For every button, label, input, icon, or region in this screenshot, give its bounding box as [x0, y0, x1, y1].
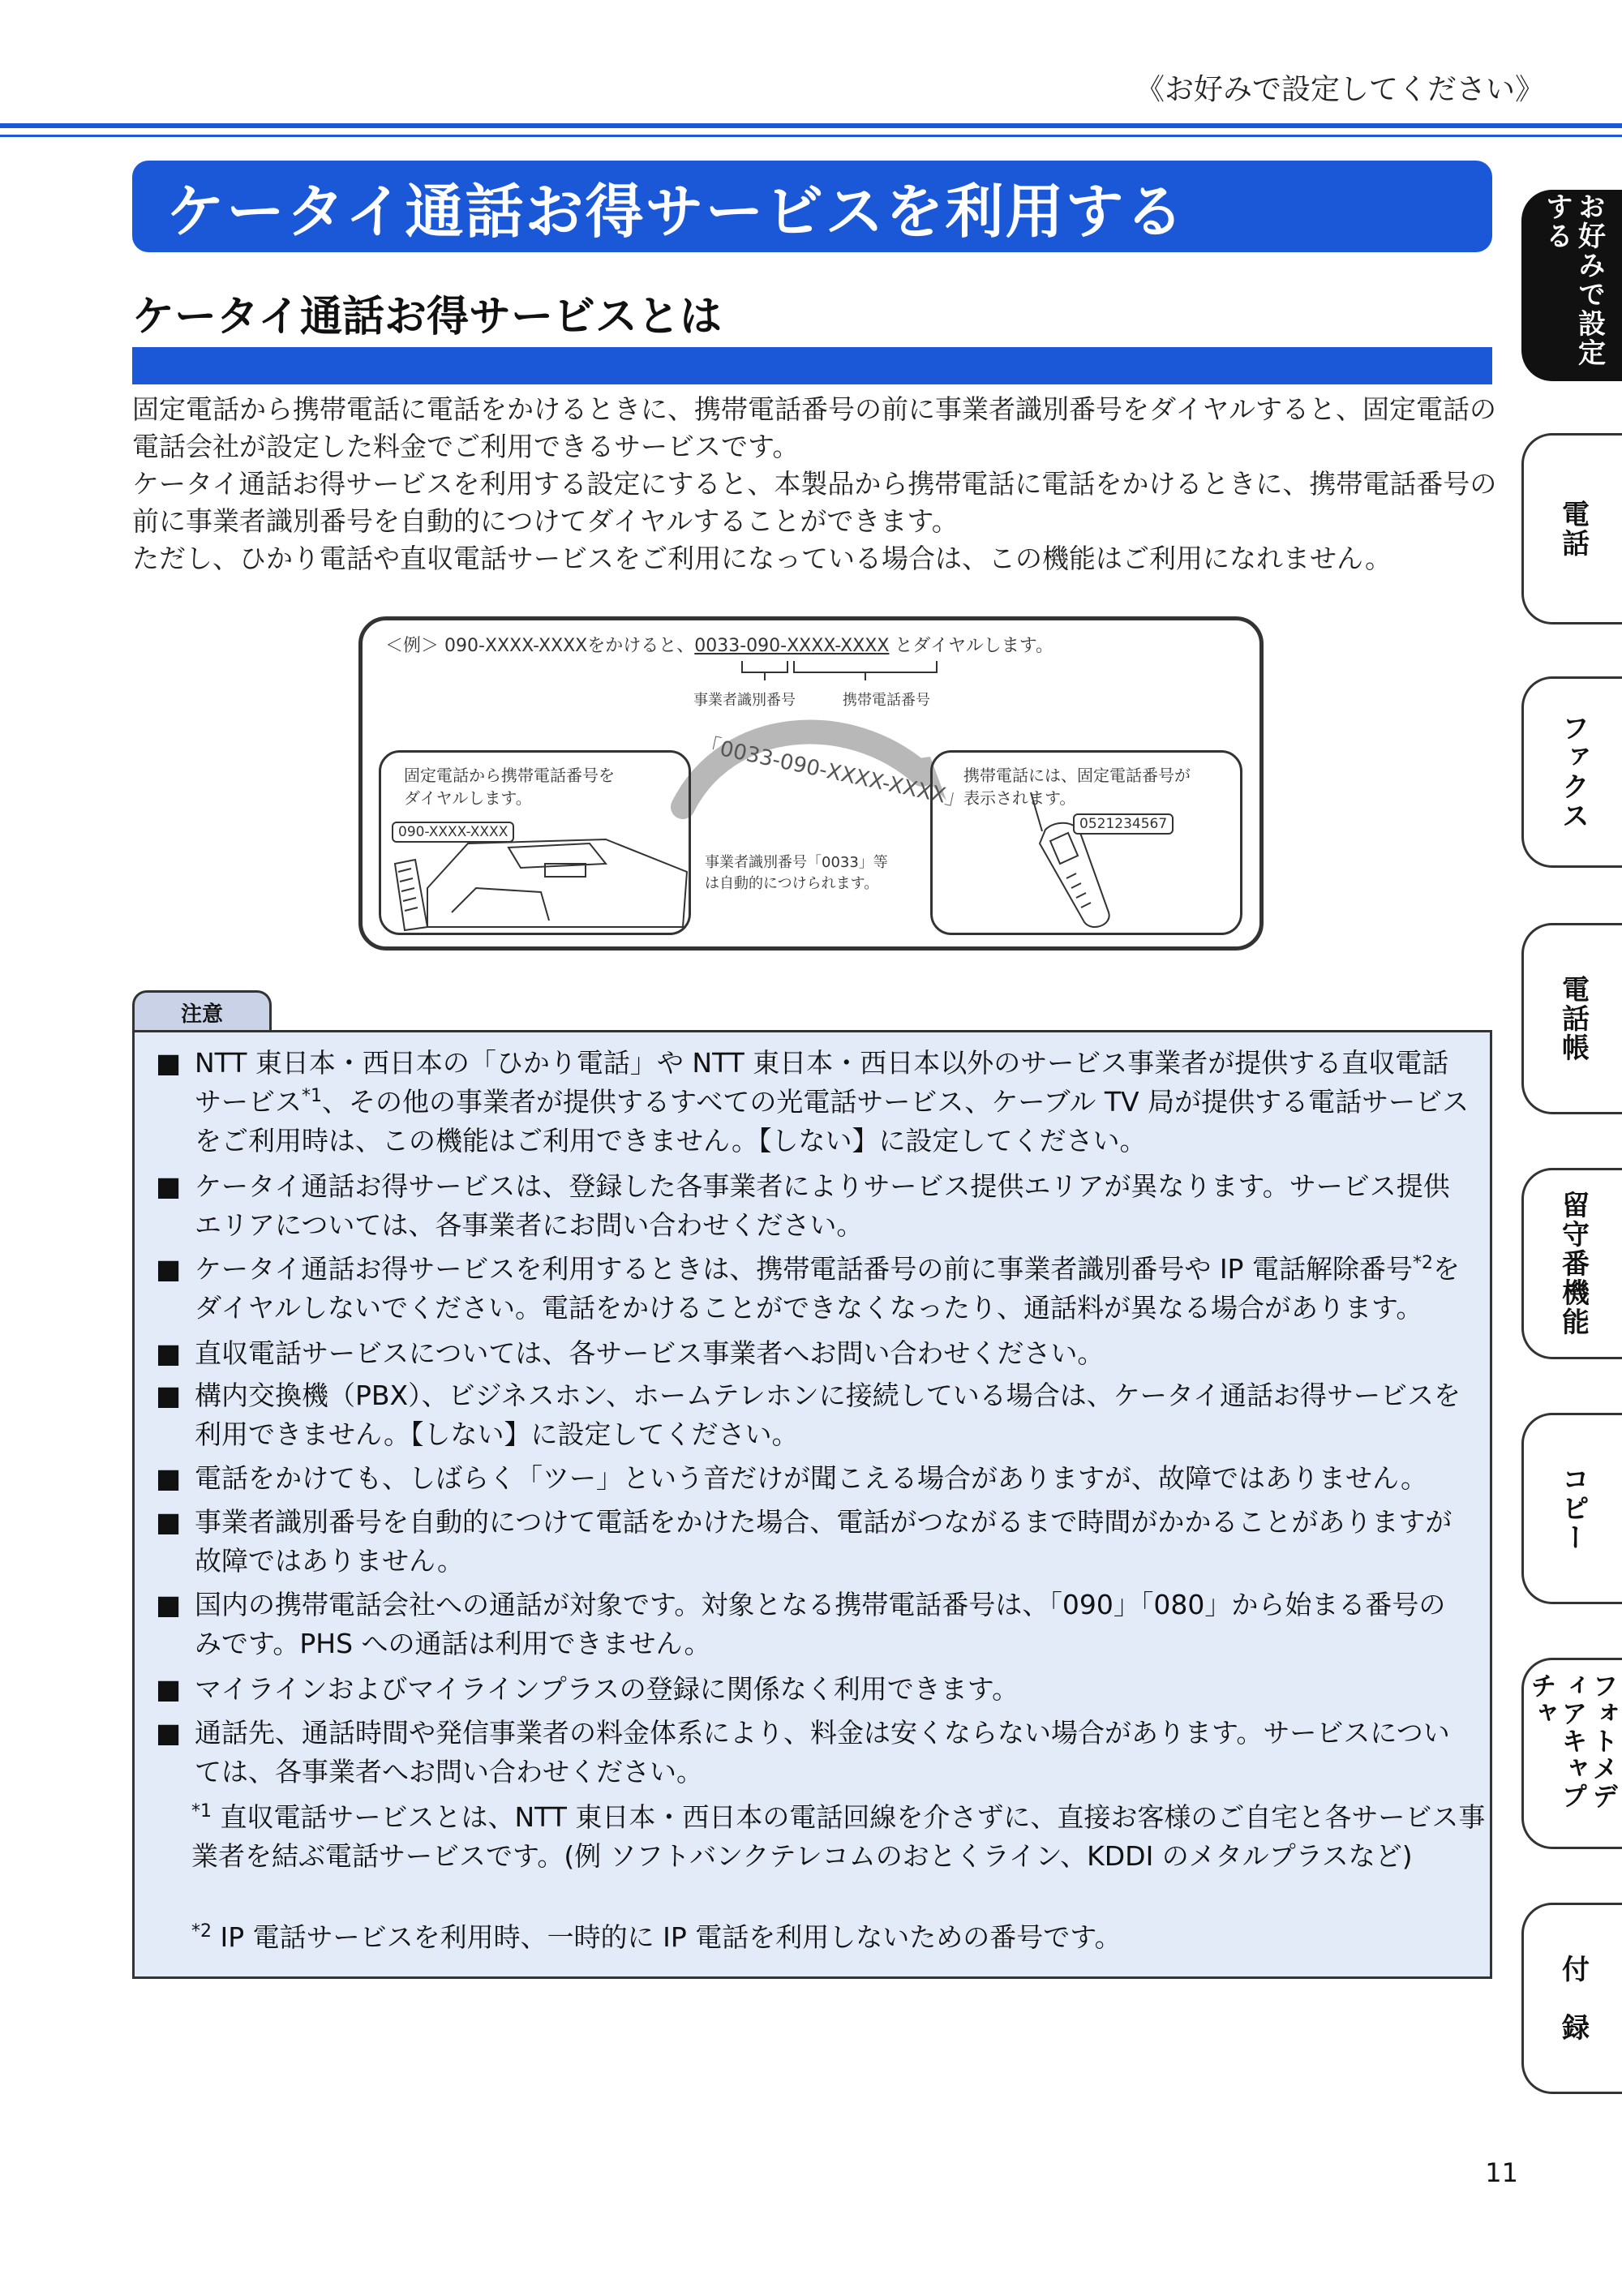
mobile-phone-caption: 携帯電話には、固定電話番号が 表示されます。: [963, 766, 1191, 808]
footnote-ref: *1: [302, 1086, 322, 1106]
bullet-icon: ■: [156, 1047, 182, 1079]
caution-item: [156, 1334, 1470, 1373]
page-title-bar: [132, 161, 1492, 252]
footnote-text: 直収電話サービスとは、NTT 東日本・西日本の電話回線を介さずに、直接お客様のご自宅と各サービス事業者を結ぶ電話サービスです。(例 ソフトバンクテレコムのおとくライン、KDDI のメタルプラスなど): [191, 1801, 1486, 1872]
arc-number-text: 「0033-090-XXXX-XXXX」: [697, 732, 969, 813]
caution-tab: 注意: [132, 990, 272, 1032]
carrier-bracket: [742, 661, 787, 672]
page-title: ケータイ通話お得サービスを利用する: [166, 177, 1186, 246]
caution-item-text: 事業者識別番号を自動的につけて電話をかけた場合、電話がつながるまで時間がかかることがありますが故障ではありません。: [195, 1506, 1453, 1577]
header-rule-thin: [0, 135, 1622, 137]
caution-item-text-cont: 、その他の事業者が提供するすべての光電話サービス、ケーブル TV 局が提供する電話サービスをご利用時は、この機能はご利用できません。【しない】に設定してください。: [195, 1086, 1470, 1157]
bullet-icon: ■: [156, 1337, 182, 1369]
caution-item: [156, 1586, 1470, 1663]
caution-item: [156, 1376, 1470, 1454]
bullet-icon: ■: [156, 1462, 182, 1494]
caution-item-text: 構内交換機（PBX）、ビジネスホン、ホームテレホンに接続している場合は、ケータイ通話お得サービスを利用できません。【しない】に設定してください。: [195, 1380, 1461, 1450]
section-label: 《お好みで設定してください》: [1135, 73, 1544, 106]
side-tab-answering[interactable]: [1521, 1168, 1622, 1359]
mobile-bracket: [794, 661, 937, 672]
intro-paragraph-3: ただし、ひかり電話や直収電話サービスをご利用になっている場合は、この機能はご利用になれません。: [132, 543, 1392, 574]
side-tab-label: ファクス: [1556, 714, 1590, 830]
side-tab-label: 留守番機能: [1556, 1191, 1590, 1337]
bullet-icon: ■: [156, 1253, 182, 1285]
label-carrier-code: 事業者識別番号: [693, 692, 796, 709]
mobile-phone-display: 0521234567: [1073, 813, 1174, 835]
side-tab-fax[interactable]: [1521, 676, 1622, 868]
caution-item-text: ケータイ通話お得サービスは、登録した各事業者によりサービス提供エリアが異なります。サービス提供エリアについては、各事業者にお問い合わせください。: [195, 1170, 1450, 1241]
bullet-icon: ■: [156, 1673, 182, 1705]
header-rule: [0, 123, 1622, 128]
side-tab-preferences[interactable]: [1521, 190, 1622, 381]
page-number: 11: [1485, 2157, 1518, 2188]
label-mobile-number: 携帯電話番号: [843, 692, 930, 709]
caution-item-text: NTT 東日本・西日本の「ひかり電話」や NTT 東日本・西日本以外のサービス事業者が提供する直収電話サービス: [195, 1047, 1449, 1118]
caution-item: [156, 1167, 1470, 1245]
bullet-icon: ■: [156, 1380, 182, 1411]
bullet-icon: ■: [156, 1170, 182, 1202]
side-tab-appendix[interactable]: [1521, 1903, 1622, 2094]
side-tab-label: お好みで設定する: [1540, 192, 1606, 367]
example-suffix: とダイヤルします。: [889, 636, 1054, 656]
side-tab-label: コピー: [1556, 1465, 1590, 1552]
intro-paragraph-1: 固定電話から携帯電話に電話をかけるときに、携帯電話番号の前に事業者識別番号をダイヤルすると、固定電話の電話会社が設定した料金でご利用できるサービスです。: [132, 393, 1497, 462]
side-tab-photo-media[interactable]: [1521, 1658, 1622, 1849]
caution-item: [156, 1250, 1470, 1328]
fixed-phone-caption: 固定電話から携帯電話番号を ダイヤルします。: [404, 766, 615, 808]
caution-item-text: 直収電話サービスについては、各サービス事業者へお問い合わせください。: [195, 1337, 1105, 1369]
caution-item: [156, 1714, 1470, 1792]
section-heading-rule: [132, 347, 1492, 384]
section-heading: ケータイ通話お得サービスとは: [132, 293, 722, 341]
footnote-ref: *2: [1412, 1253, 1433, 1273]
caution-box: [132, 1030, 1492, 1979]
caution-item-text: ケータイ通話お得サービスを利用するときは、携帯電話番号の前に事業者識別番号や IP 電話解除番号: [195, 1253, 1413, 1285]
side-tab-phonebook[interactable]: [1521, 923, 1622, 1114]
bullet-icon: ■: [156, 1589, 182, 1620]
side-tab-label: 電話帳: [1556, 975, 1590, 1062]
footnote-mark: *1: [191, 1801, 212, 1822]
footnote-mark: *2: [191, 1921, 212, 1942]
caution-item-text-cont: をダイヤルしないでください。電話をかけることができなくなったり、通話料が異なる場合があります。: [195, 1253, 1460, 1324]
example-number: 0033-090-XXXX-XXXX: [694, 636, 890, 656]
bullet-icon: ■: [156, 1717, 182, 1749]
mobile-phone-panel: [930, 750, 1242, 935]
intro-paragraph-2: ケータイ通話お得サービスを利用する設定にすると、本製品から携帯電話に電話をかけるときに、携帯電話番号の前に事業者識別番号を自動的につけてダイヤルすることができます。: [132, 468, 1497, 537]
caution-item: [156, 1459, 1470, 1498]
auto-prefix-caption: 事業者識別番号「0033」等 は自動的につけられます。: [705, 854, 888, 892]
side-tab-label: 電話: [1556, 500, 1590, 558]
example-diagram: [358, 616, 1264, 951]
caution-item-text: 国内の携帯電話会社への通話が対象です。対象となる携帯電話番号は、「090」「080」から始まる番号のみです。PHS への通話は利用できません。: [195, 1589, 1446, 1659]
footnote-2: [191, 1918, 1489, 1957]
footnote-1: [191, 1798, 1489, 1876]
caution-item: [156, 1044, 1470, 1161]
bullet-icon: ■: [156, 1506, 182, 1538]
fixed-phone-display: 090-XXXX-XXXX: [392, 822, 514, 843]
side-tab-label: フォトメディアキャプチャ: [1526, 1672, 1620, 1810]
caution-item-text: 電話をかけても、しばらく「ツー」という音だけが聞こえる場合がありますが、故障ではありません。: [195, 1462, 1427, 1494]
side-tab-phone[interactable]: [1521, 433, 1622, 624]
example-prefix: ＜例＞ 090-XXXX-XXXXをかけると、: [385, 636, 695, 656]
caution-item: [156, 1670, 1470, 1709]
caution-item-text: 通話先、通話時間や発信事業者の料金体系により、料金は安くならない場合があります。サービスについては、各事業者へお問い合わせください。: [195, 1717, 1450, 1787]
side-tab-copy[interactable]: [1521, 1413, 1622, 1604]
footnote-text: IP 電話サービスを利用時、一時的に IP 電話を利用しないための番号です。: [220, 1921, 1122, 1953]
caution-item-text: マイラインおよびマイラインプラスの登録に関係なく利用できます。: [195, 1673, 1019, 1705]
fixed-phone-panel: [379, 750, 691, 935]
side-tab-label: 付 録: [1556, 1955, 1590, 2042]
caution-item: [156, 1503, 1470, 1581]
